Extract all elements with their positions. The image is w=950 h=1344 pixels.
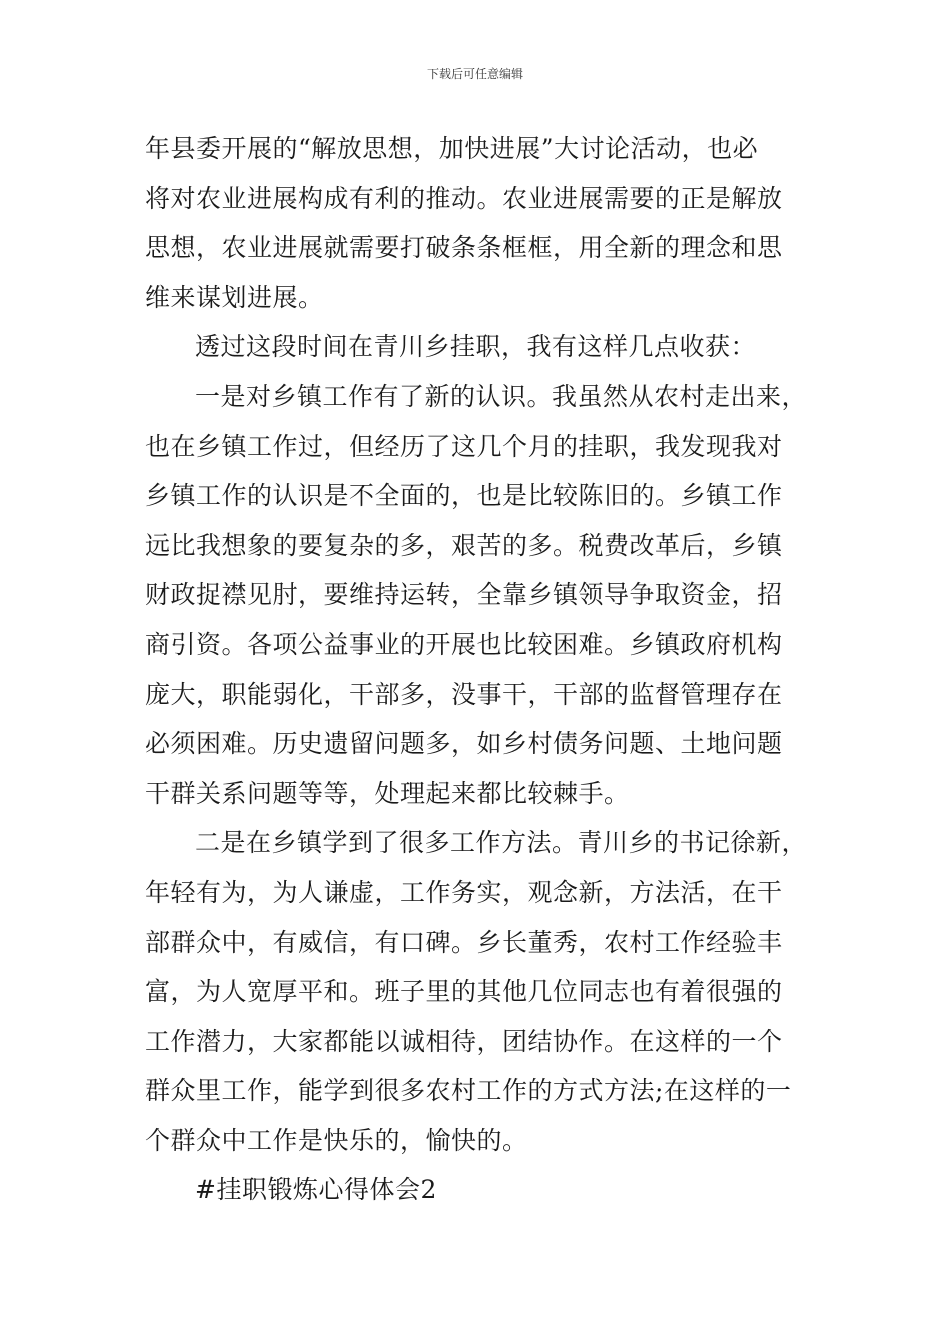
text-line: 年县委开展的“解放思想，加快进展”大讨论活动，也必	[145, 134, 759, 163]
text-line: 二是在乡镇学到了很多工作方法。青川乡的书记徐新，	[195, 828, 808, 858]
text-line: 财政捉襟见肘，要维持运转，全靠乡镇领导争取资金，招	[145, 580, 783, 610]
text-line: 也在乡镇工作过，但经历了这几个月的挂职，我发现我对	[145, 431, 783, 461]
section-heading	[145, 1165, 835, 1215]
text-line: 维来谋划进展。	[145, 282, 324, 312]
text-line: 富，为人宽厚平和。班子里的其他几位同志也有着很强的	[145, 977, 783, 1007]
text-line: 工作潜力，大家都能以诚相待，团结协作。在这样的一个	[145, 1026, 783, 1056]
text-line: 年轻有为，为人谦虚，工作务实，观念新，方法活，在干	[145, 877, 783, 907]
text-line: 个群众中工作是快乐的，愉快的。	[145, 1125, 528, 1155]
text-line: 必须困难。历史遗留问题多，如乡村债务问题、土地问题	[145, 729, 783, 759]
text-line: 商引资。各项公益事业的开展也比较困难。乡镇政府机构	[145, 629, 783, 659]
text-line: 乡镇工作的认识是不全面的，也是比较陈旧的。乡镇工作	[145, 481, 783, 511]
text-line: 庞大，职能弱化，干部多，没事干，干部的监督管理存在	[145, 679, 783, 709]
paragraph-point-one	[145, 372, 835, 818]
text-line: 思想，农业进展就需要打破条条框框，用全新的理念和思	[145, 233, 783, 263]
text-line: 部群众中，有威信，有口碑。乡长董秀，农村工作经验丰	[145, 927, 783, 957]
paragraph-point-two	[145, 818, 835, 1165]
paragraph-intro-continuation	[145, 124, 835, 322]
text-line: 透过这段时间在青川乡挂职，我有这样几点收获：	[195, 332, 757, 362]
paragraph-gains-intro	[145, 322, 835, 372]
page-header-note: 下载后可任意编辑	[426, 67, 523, 81]
text-line: 干群关系问题等等，处理起来都比较棘手。	[145, 778, 630, 808]
text-line: 群众里工作，能学到很多农村工作的方式方法;在这样的一	[145, 1076, 792, 1106]
text-line: #挂职锻炼心得体会2	[195, 1175, 437, 1205]
text-line: 远比我想象的要复杂的多，艰苦的多。税费改革后，乡镇	[145, 530, 783, 560]
text-line: 将对农业进展构成有利的推动。农业进展需要的正是解放	[145, 183, 783, 213]
document-body	[145, 124, 835, 1215]
text-line: 一是对乡镇工作有了新的认识。我虽然从农村走出来，	[195, 381, 808, 411]
